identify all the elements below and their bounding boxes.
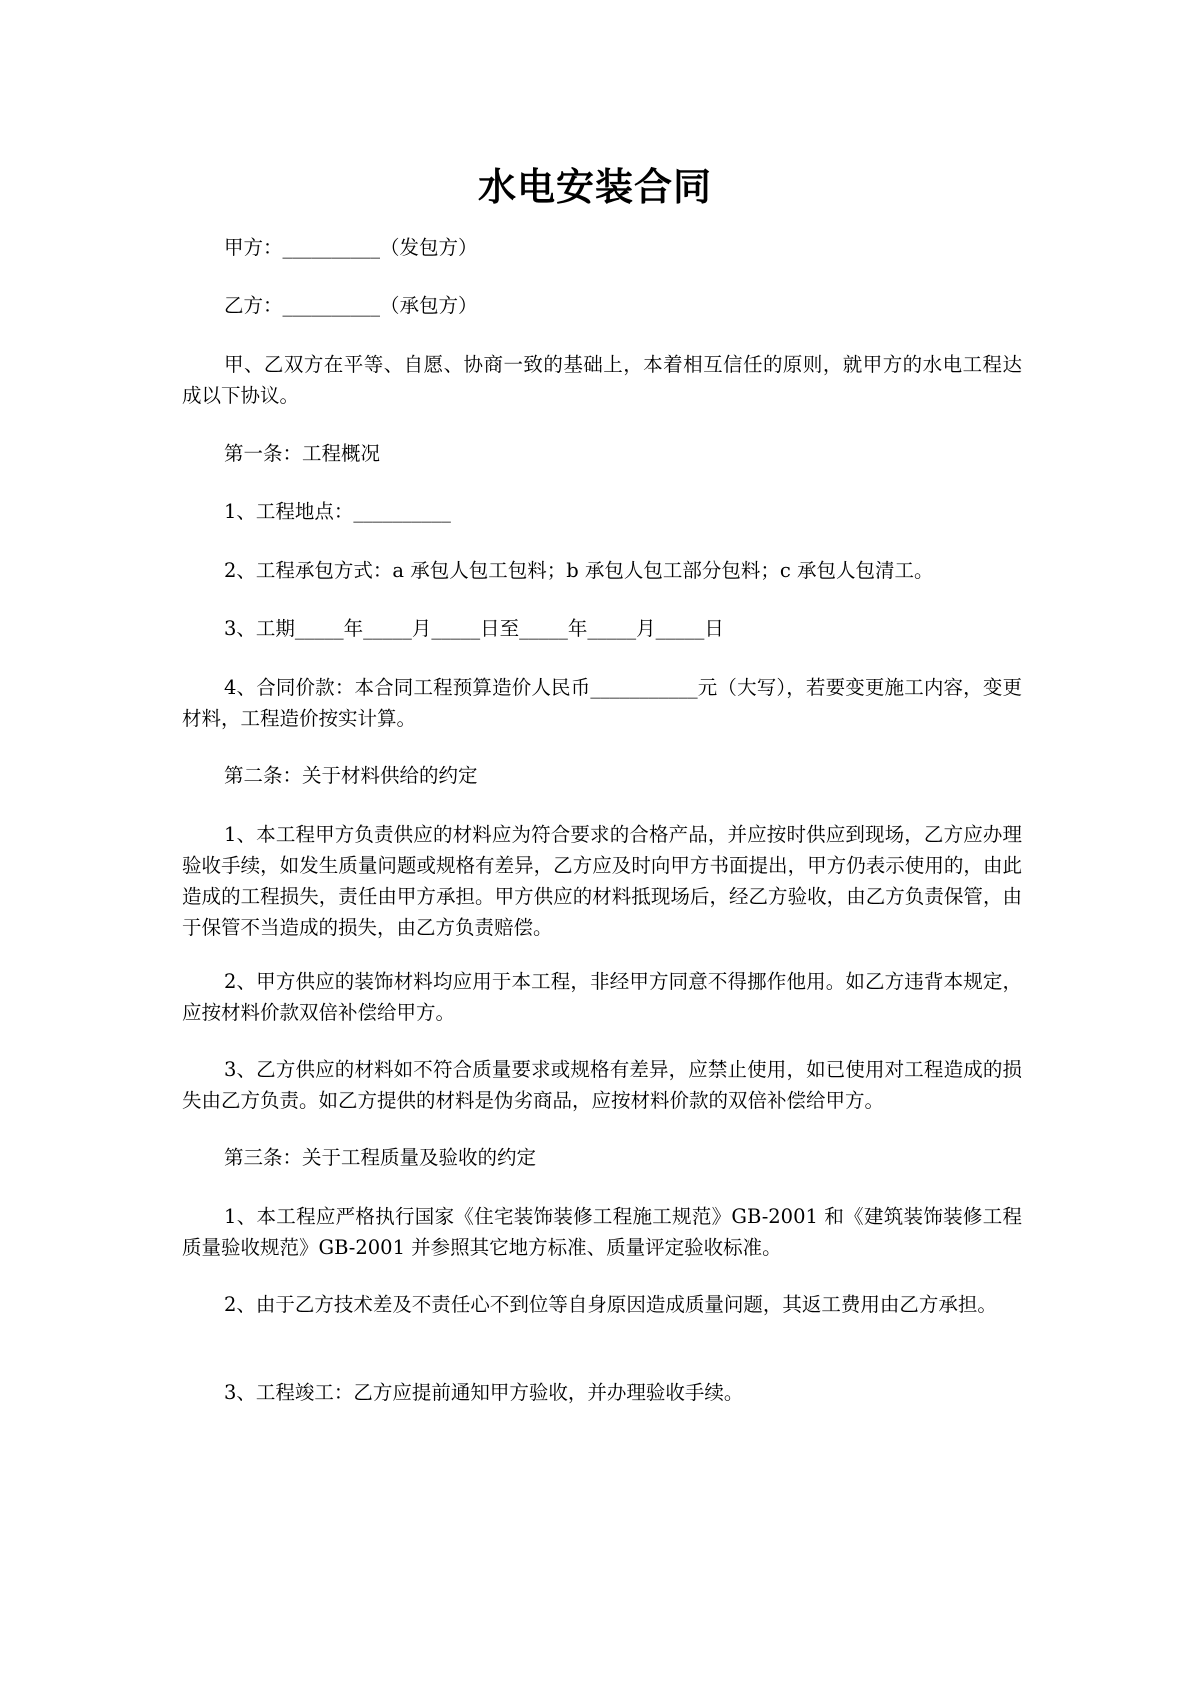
article-3-item-3: 3、工程竣工：乙方应提前通知甲方验收，并办理验收手续。 xyxy=(224,1381,744,1404)
party-a-line: 甲方：__________（发包方） xyxy=(224,236,478,259)
article-2-item-2: 2、甲方供应的装饰材料均应用于本工程，非经甲方同意不得挪作他用。如乙方违背本规定，应按材料价款双倍补偿给甲方。 xyxy=(182,970,1022,1024)
document-title: 水电安装合同 xyxy=(477,164,712,209)
preamble-paragraph: 甲、乙双方在平等、自愿、协商一致的基础上，本着相互信任的原则，就甲方的水电工程达成以下协议。 xyxy=(182,353,1022,407)
article-1-item-4: 4、合同价款：本合同工程预算造价人民币___________元（大写），若要变更施工内容，变更材料，工程造价按实计算。 xyxy=(182,676,1022,730)
article-1-item-1: 1、工程地点：__________ xyxy=(224,500,451,523)
article-1-item-2: 2、工程承包方式：a 承包人包工包料；b 承包人包工部分包料；c 承包人包清工。 xyxy=(224,559,934,582)
article-2-heading: 第二条：关于材料供给的约定 xyxy=(224,764,478,787)
article-3-item-2: 2、由于乙方技术差及不责任心不到位等自身原因造成质量问题，其返工费用由乙方承担。 xyxy=(224,1293,997,1316)
article-1-heading: 第一条：工程概况 xyxy=(224,442,381,465)
article-1-item-3: 3、工期_____年_____月_____日至_____年_____月_____日 xyxy=(224,617,724,640)
article-2-item-1: 1、本工程甲方负责供应的材料应为符合要求的合格产品，并应按时供应到现场，乙方应办理验收手续，如发生质量问题或规格有差异，乙方应及时向甲方书面提出，甲方仍表示使用的，由此造成的工程损失，责任由甲方承担。甲方供应的材料抵现场后，经乙方验收，由乙方负责保管，由于保管不当造成的损失，由乙方负责赔偿。 xyxy=(182,823,1022,939)
article-3-heading: 第三条：关于工程质量及验收的约定 xyxy=(224,1146,537,1169)
article-3-item-1: 1、本工程应严格执行国家《住宅装饰装修工程施工规范》GB-2001 和《建筑装饰装修工程质量验收规范》GB-2001 并参照其它地方标准、质量评定验收标准。 xyxy=(182,1205,1022,1259)
article-2-item-3: 3、乙方供应的材料如不符合质量要求或规格有差异，应禁止使用，如已使用对工程造成的损失由乙方负责。如乙方提供的材料是伪劣商品，应按材料价款的双倍补偿给甲方。 xyxy=(182,1058,1022,1112)
party-b-line: 乙方：__________（承包方） xyxy=(224,294,478,317)
